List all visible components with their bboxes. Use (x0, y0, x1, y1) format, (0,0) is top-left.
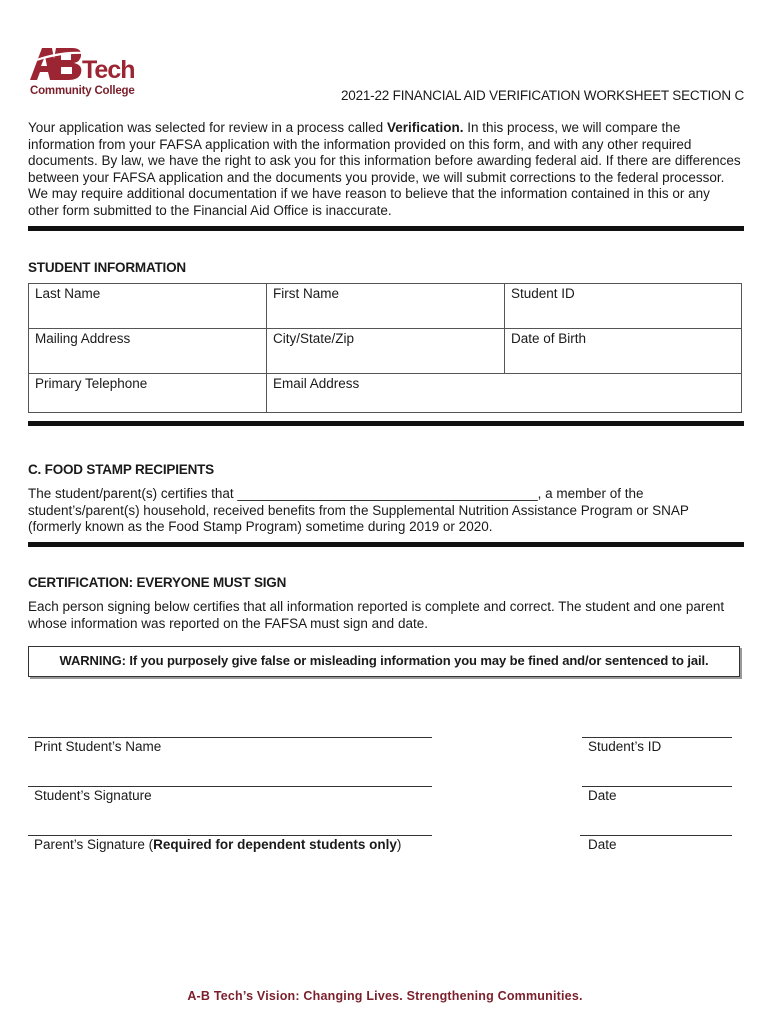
college-logo (28, 44, 138, 102)
section-divider (28, 542, 744, 547)
student-id-label: Student’s ID (588, 739, 662, 754)
student-info-table (28, 283, 742, 413)
document-title: 2021-22 FINANCIAL AID VERIFICATION WORKSHEET SECTION C (340, 88, 744, 103)
warning-box: WARNING: If you purposely give false or misleading information you may be fined and/or sentenced to jail. (28, 646, 740, 677)
mailing-address-field[interactable]: Mailing Address (29, 329, 267, 374)
ab-tech-logo-mark (28, 44, 138, 84)
student-info-heading: STUDENT INFORMATION (28, 260, 186, 275)
city-state-zip-field[interactable]: City/State/Zip (267, 329, 505, 374)
vision-statement: A-B Tech’s Vision: Changing Lives. Strengthening Communities. (187, 989, 583, 1003)
email-address-field[interactable]: Email Address (267, 374, 742, 413)
student-id-line[interactable] (582, 737, 732, 738)
certification-heading: CERTIFICATION: EVERYONE MUST SIGN (28, 575, 287, 590)
section-divider (28, 421, 744, 426)
logo-subtitle: Community College (30, 85, 135, 97)
certification-paragraph: Each person signing below certifies that all information reported is complete and correct. The student and one parent whose information was reported on the FAFSA must sign and date. (28, 599, 725, 631)
primary-telephone-field[interactable]: Primary Telephone (29, 374, 267, 413)
food-stamp-heading: C. FOOD STAMP RECIPIENTS (28, 462, 214, 477)
date-label: Date (588, 788, 617, 803)
student-signature-line[interactable] (28, 786, 432, 787)
date-of-birth-field[interactable]: Date of Birth (505, 329, 742, 374)
print-name-label: Print Student’s Name (34, 739, 162, 754)
student-signature-label: Student’s Signature (34, 788, 152, 803)
date-label: Date (588, 837, 617, 852)
parent-signature-line[interactable] (28, 835, 432, 836)
print-name-line[interactable] (28, 737, 432, 738)
svg-text:Tech: Tech (82, 56, 135, 84)
parent-signature-label: Parent’s Signature (Required for dependent students only) (34, 837, 402, 852)
date-line[interactable] (580, 835, 732, 836)
food-stamp-paragraph: The student/parent(s) certifies that ________________________________________, a member of the student’s/parent(s) household, received benefits from the Supplemental Nutrition Assistance Program or SNAP (formerly known as the Food Stamp Program) sometime during 2019 or 2020. (28, 486, 689, 534)
intro-paragraph: Your application was selected for review in a process called Verification. In this process, we will compare the information from your FAFSA application with the information provided on this form, and with any other required documents. By law, we have the right to ask you for this information before awarding federal aid. If there are differences between your FAFSA application and the documents you provide, we will submit corrections to the federal processor. We may require additional documentation if we have reason to believe that the information contained in this or any other form submitted to the Financial Aid Office is inaccurate. (28, 120, 741, 218)
section-divider (28, 226, 744, 231)
intro-bold-term: Verification. (386, 120, 464, 135)
student-id-field[interactable]: Student ID (505, 284, 742, 329)
last-name-field[interactable]: Last Name (29, 284, 267, 329)
first-name-field[interactable]: First Name (267, 284, 505, 329)
date-line[interactable] (582, 786, 732, 787)
